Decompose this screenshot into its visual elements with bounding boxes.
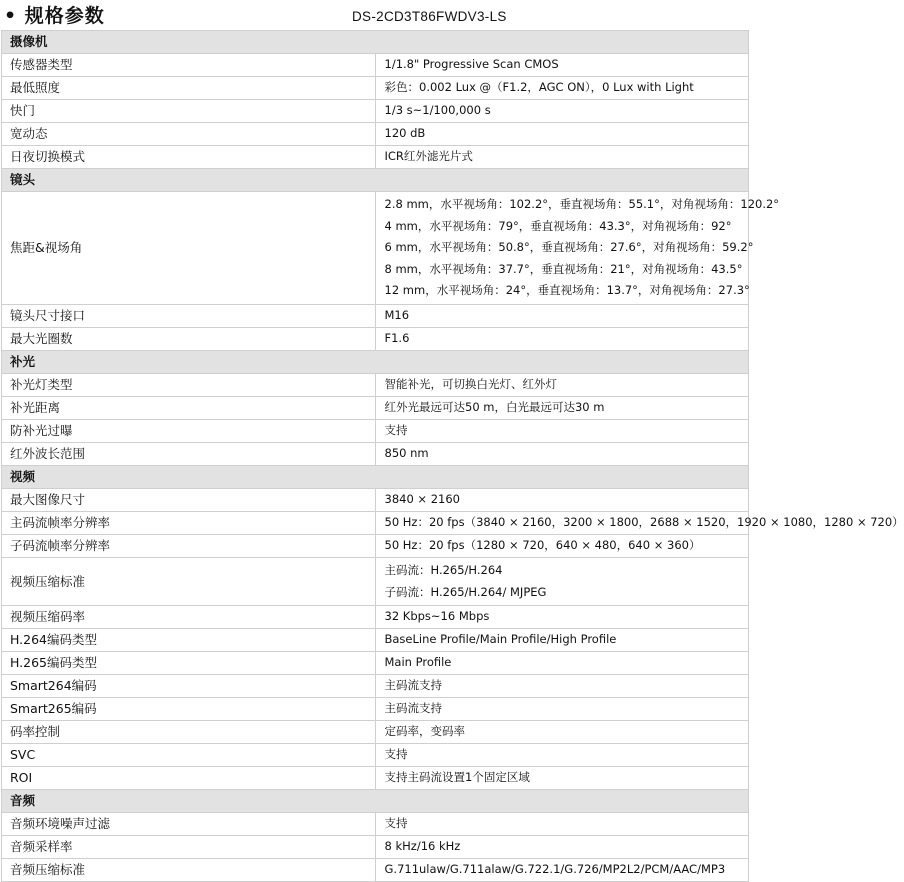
- spec-label: 最低照度: [2, 77, 376, 100]
- spec-table: [1, 30, 904, 882]
- spec-value: 主码流支持: [384, 678, 442, 693]
- spec-label: 防补光过曝: [2, 419, 376, 442]
- section-header-row: [2, 465, 749, 488]
- spec-row: [2, 419, 749, 442]
- spec-label: Smart264编码: [2, 675, 376, 698]
- section-title: 音频: [2, 790, 749, 813]
- section-header-row: [2, 31, 749, 54]
- spec-row: [2, 767, 749, 790]
- spec-value: 子码流：H.265/H.264/ MJPEG: [384, 584, 547, 599]
- spec-value: 850 nm: [384, 446, 429, 461]
- spec-row: [2, 744, 749, 767]
- spec-row: [2, 373, 749, 396]
- spec-title: • 规格参数: [4, 5, 105, 27]
- spec-value-cell: [375, 813, 749, 836]
- spec-value-cell: [375, 652, 749, 675]
- spec-label: H.265编码类型: [2, 652, 376, 675]
- spec-row: [2, 813, 749, 836]
- spec-value: 6 mm，水平视场角：50.8°，垂直视场角：27.6°，对角视场角：59.2°: [384, 240, 754, 255]
- spec-row: [2, 629, 749, 652]
- spec-value: M16: [384, 308, 410, 323]
- spec-label: Smart265编码: [2, 698, 376, 721]
- spec-value: 支持: [384, 816, 408, 831]
- spec-value-cell: [375, 859, 749, 882]
- spec-value-cell: [375, 744, 749, 767]
- spec-table-body: [2, 31, 904, 882]
- spec-label: 音频压缩标准: [2, 859, 376, 882]
- spec-value-cell: [375, 675, 749, 698]
- section-title: 镜头: [2, 169, 749, 192]
- spec-row: [2, 557, 749, 605]
- page-header: [0, 0, 750, 30]
- spec-value-cell: [375, 442, 749, 465]
- spec-value: 8 mm，水平视场角：37.7°，垂直视场角：21°，对角视场角：43.5°: [384, 261, 743, 276]
- spec-value: 2.8 mm，水平视场角：102.2°，垂直视场角：55.1°，对角视场角：120.2°: [384, 197, 780, 211]
- spec-value: 12 mm，水平视场角：24°，垂直视场角：13.7°，对角视场角：27.3°: [384, 283, 750, 298]
- spec-value-cell: [375, 192, 780, 305]
- spec-row: [2, 54, 749, 77]
- spec-label: ROI: [2, 767, 376, 790]
- spec-row: [2, 652, 749, 675]
- spec-value-cell: [375, 511, 904, 534]
- spec-row: [2, 511, 749, 534]
- spec-label: 视频压缩标准: [2, 557, 376, 605]
- spec-value-cell: [375, 373, 749, 396]
- spec-row: [2, 442, 749, 465]
- spec-value-cell: [375, 54, 749, 77]
- spec-value-cell: [375, 606, 749, 629]
- spec-label: 补光灯类型: [2, 373, 376, 396]
- spec-value-cell: [375, 629, 749, 652]
- spec-label: 主码流帧率分辨率: [2, 511, 376, 534]
- spec-row: [2, 836, 749, 859]
- spec-value: 主码流：H.265/H.264: [384, 562, 503, 577]
- section-header-row: [2, 790, 749, 813]
- spec-row: [2, 534, 749, 557]
- spec-value: 32 Kbps~16 Mbps: [384, 609, 490, 624]
- spec-label: 音频环境噪声过滤: [2, 813, 376, 836]
- section-header-row: [2, 169, 749, 192]
- spec-value: 红外光最远可达50 m，白光最远可达30 m: [384, 400, 605, 415]
- section-title: 摄像机: [2, 31, 749, 54]
- spec-label: 子码流帧率分辨率: [2, 534, 376, 557]
- spec-row: [2, 396, 749, 419]
- section-title: 补光: [2, 350, 749, 373]
- spec-row: [2, 698, 749, 721]
- spec-value: 4 mm，水平视场角：79°，垂直视场角：43.3°，对角视场角：92°: [384, 218, 732, 233]
- spec-value-cell: [375, 767, 749, 790]
- spec-label: 补光距离: [2, 396, 376, 419]
- spec-value-cell: [375, 534, 749, 557]
- spec-row: [2, 146, 749, 169]
- spec-value: 支持主码流设置1个固定区域: [384, 770, 530, 785]
- spec-row: [2, 606, 749, 629]
- spec-value: 50 Hz：20 fps（3840 × 2160，3200 × 1800，2688 × 1520，1920 × 1080，1280 × 720）: [384, 515, 904, 530]
- spec-value: 3840 × 2160: [384, 492, 460, 507]
- spec-row: [2, 721, 749, 744]
- spec-value-cell: [375, 721, 749, 744]
- model-number: DS-2CD3T86FWDV3-LS: [352, 9, 507, 24]
- spec-value: 定码率，变码率: [384, 724, 465, 739]
- spec-label: SVC: [2, 744, 376, 767]
- spec-value: 支持: [384, 747, 408, 762]
- spec-label: 红外波长范围: [2, 442, 376, 465]
- spec-value-cell: [375, 488, 749, 511]
- spec-value-cell: [375, 146, 749, 169]
- spec-value: G.711ulaw/G.711alaw/G.722.1/G.726/MP2L2/PCM/AAC/MP3: [384, 862, 726, 877]
- spec-label: 宽动态: [2, 123, 376, 146]
- section-title: 视频: [2, 465, 749, 488]
- spec-row: [2, 77, 749, 100]
- spec-label: 码率控制: [2, 721, 376, 744]
- spec-row: [2, 675, 749, 698]
- spec-value-cell: [375, 327, 749, 350]
- spec-value-cell: [375, 77, 749, 100]
- spec-row: [2, 327, 749, 350]
- spec-label: 视频压缩码率: [2, 606, 376, 629]
- spec-value-cell: [375, 396, 749, 419]
- spec-value-cell: [375, 123, 749, 146]
- spec-label: 传感器类型: [2, 54, 376, 77]
- spec-value: F1.6: [384, 331, 410, 346]
- spec-label: 音频采样率: [2, 836, 376, 859]
- spec-value-cell: [375, 419, 749, 442]
- spec-value: 120 dB: [384, 126, 426, 141]
- spec-label: H.264编码类型: [2, 629, 376, 652]
- spec-label: 日夜切换模式: [2, 146, 376, 169]
- spec-value-cell: [375, 100, 749, 123]
- spec-row: [2, 488, 749, 511]
- spec-value: 智能补光，可切换白光灯、红外灯: [384, 377, 557, 392]
- spec-value-cell: [375, 304, 749, 327]
- spec-label: 快门: [2, 100, 376, 123]
- spec-row: [2, 304, 749, 327]
- spec-value: 主码流支持: [384, 701, 442, 716]
- spec-value: 50 Hz：20 fps（1280 × 720，640 × 480，640 × 360）: [384, 538, 701, 553]
- spec-label: 镜头尺寸接口: [2, 304, 376, 327]
- spec-value-cell: [375, 698, 749, 721]
- spec-label: 最大图像尺寸: [2, 488, 376, 511]
- spec-value: ICR红外滤光片式: [384, 149, 473, 164]
- spec-row: [2, 123, 749, 146]
- spec-value: 彩色：0.002 Lux @（F1.2，AGC ON），0 Lux with Light: [384, 80, 694, 95]
- spec-value-cell: [375, 557, 749, 605]
- spec-value-cell: [375, 836, 749, 859]
- spec-value: BaseLine Profile/Main Profile/High Profile: [384, 632, 617, 647]
- spec-value: 支持: [384, 423, 408, 438]
- spec-label: 最大光圈数: [2, 327, 376, 350]
- spec-value: 1/3 s~1/100,000 s: [384, 103, 491, 118]
- spec-label: 焦距&视场角: [2, 192, 376, 305]
- spec-row: [2, 192, 749, 305]
- spec-value: 1/1.8" Progressive Scan CMOS: [384, 57, 559, 72]
- spec-value: 8 kHz/16 kHz: [384, 839, 461, 854]
- spec-row: [2, 100, 749, 123]
- spec-value: Main Profile: [384, 655, 452, 670]
- section-header-row: [2, 350, 749, 373]
- spec-row: [2, 859, 749, 882]
